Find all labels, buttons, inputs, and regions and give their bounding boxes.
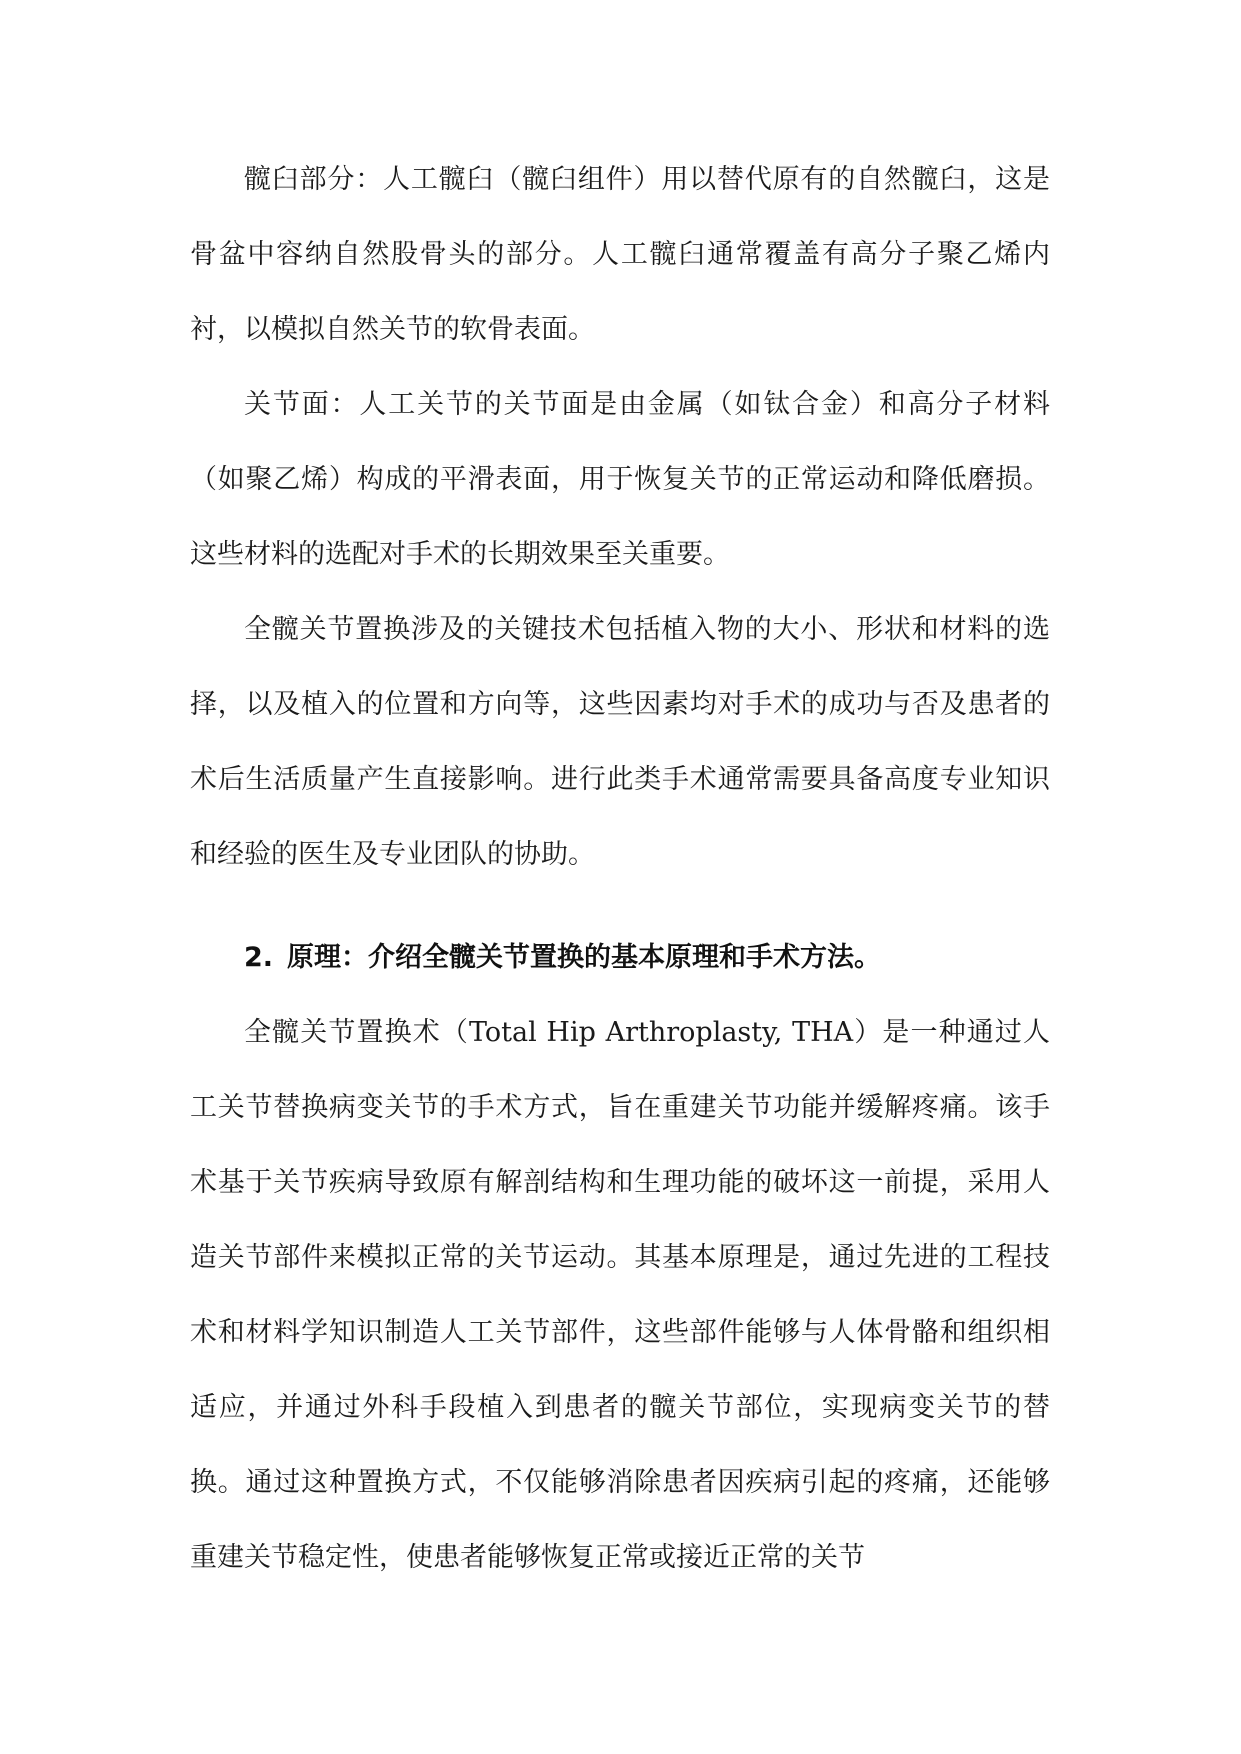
- section-heading: [190, 920, 1050, 995]
- paragraph-key-technology: 全髋关节置换涉及的关键技术包括植入物的大小、形状和材料的选择，以及植入的位置和方向等，这些因素均对手术的成功与否及患者的术后生活质量产生直接影响。进行此类手术通常需要具备高度专业知识和经验的医生及专业团队的协助。: [190, 614, 1050, 870]
- document-body: [190, 142, 1050, 1595]
- section-title: 原理：介绍全髋关节置换的基本原理和手术方法。: [287, 942, 882, 973]
- paragraph-principle: 全髋关节置换术（Total Hip Arthroplasty, THA）是一种通过人工关节替换病变关节的手术方式，旨在重建关节功能并缓解疼痛。该手术基于关节疾病导致原有解剖结构和生理功能的破坏这一前提，采用人造关节部件来模拟正常的关节运动。其基本原理是，通过先进的工程技术和材料学知识制造人工关节部件，这些部件能够与人体骨骼和组织相适应，并通过外科手段植入到患者的髋关节部位，实现病变关节的替换。通过这种置换方式，不仅能够消除患者因疾病引起的疼痛，还能够重建关节稳定性，使患者能够恢复正常或接近正常的关节: [190, 1017, 1050, 1573]
- paragraph-joint-surface: 关节面：人工关节的关节面是由金属（如钛合金）和高分子材料（如聚乙烯）构成的平滑表面，用于恢复关节的正常运动和降低磨损。这些材料的选配对手术的长期效果至关重要。: [190, 389, 1050, 570]
- paragraph-acetabulum: 髋臼部分：人工髋臼（髋臼组件）用以替代原有的自然髋臼，这是骨盆中容纳自然股骨头的部分。人工髋臼通常覆盖有高分子聚乙烯内衬，以模拟自然关节的软骨表面。: [190, 164, 1050, 345]
- section-number: 2.: [244, 942, 274, 973]
